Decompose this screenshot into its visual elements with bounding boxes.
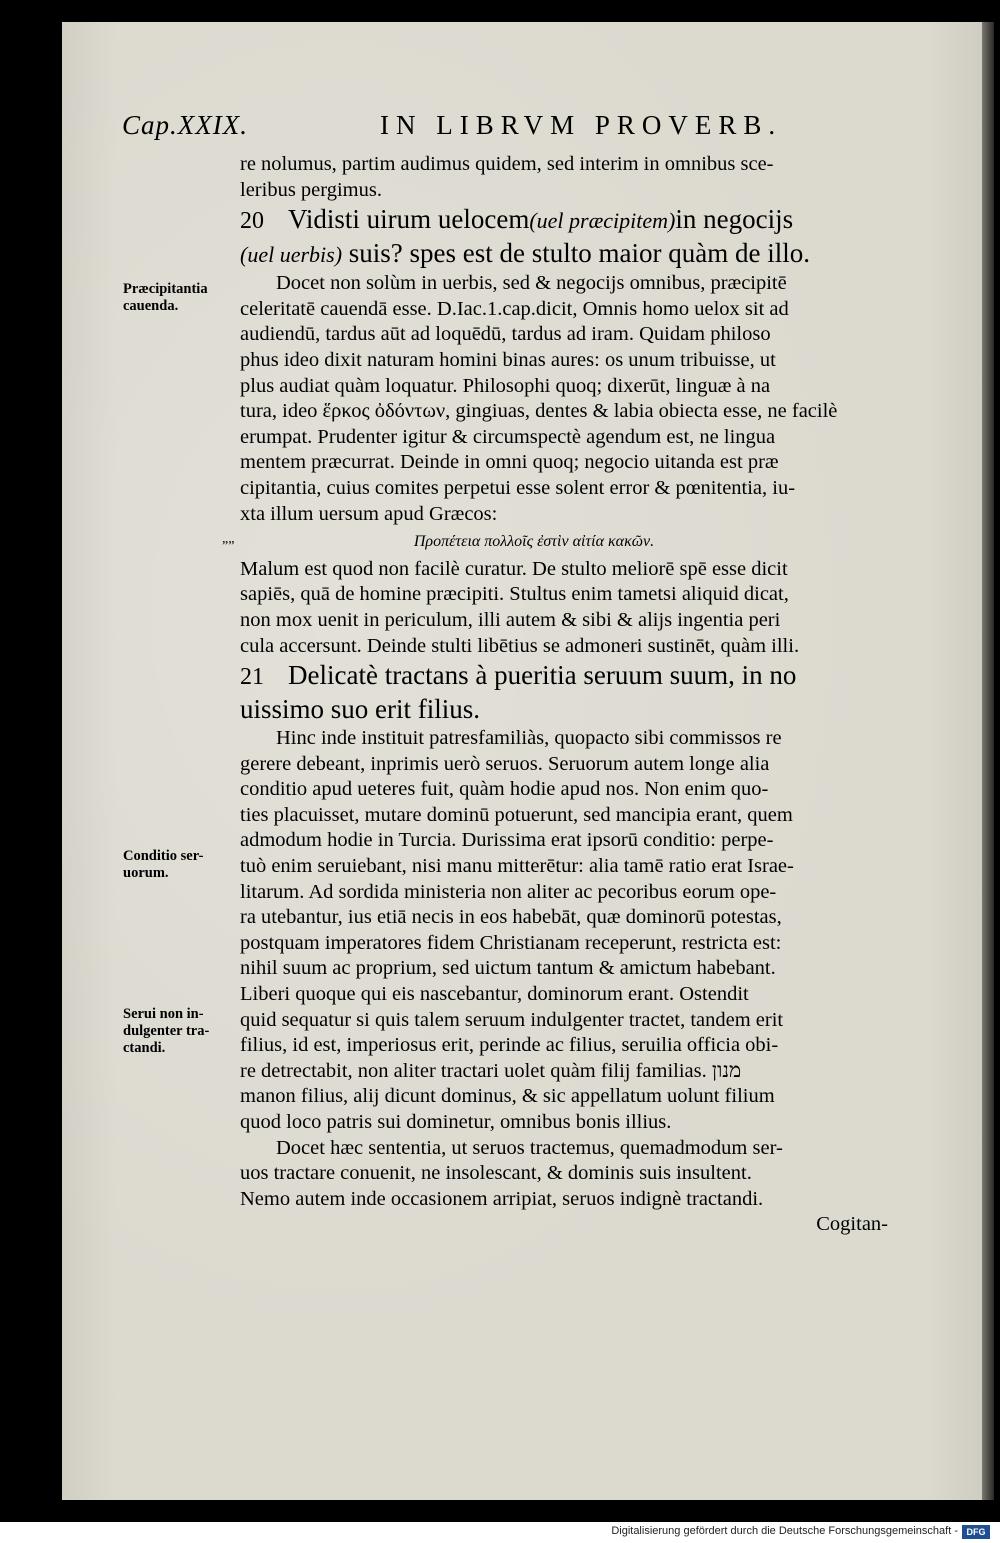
text-line: Malum est quod non facilè curatur. De stulto meliorē spē esse dicit <box>240 557 788 580</box>
text-line: tura, ideo ἕρκος ὀδόντων, gingiuas, dentes & labia obiecta esse, ne facilè <box>240 400 838 423</box>
running-head <box>122 110 842 141</box>
greek-quote: Προπέτεια πολλοῖς ἐστὶν αἰτία κακῶν. <box>413 533 655 551</box>
verse-number: 20 <box>240 208 264 235</box>
book-title: IN LIBRVM PROVERB. <box>380 110 783 140</box>
catchword: Cogitan- <box>816 1213 888 1236</box>
verse-20-line-2: (uel uerbis) suis? spes est de stulto maior quàm de illo. <box>240 237 810 268</box>
text-line: xta illum uersum apud Græcos: <box>240 502 498 525</box>
text-line: phus ideo dixit naturam homini binas aures: os unum tribuisse, ut <box>240 348 776 371</box>
verse-number: 21 <box>240 664 264 691</box>
text-line: audiendū, tardus aūt ad loquēdū, tardus ad iram. Quidam philoso <box>240 323 771 346</box>
text-line: cipitantia, cuius comites perpetui esse solent error & pœnitentia, iu- <box>240 476 796 499</box>
funding-credit: Digitalisierung gefördert durch die Deutsche Forschungsgemeinschaft - <box>611 1525 958 1537</box>
text-line: plus audiat quàm loquatur. Philosophi quoq; dixerūt, linguæ à na <box>240 374 771 397</box>
text-line: tuò enim seruiebant, nisi manu mitterētur: alia tamē ratio erat Israe- <box>240 855 794 878</box>
text-line: leribus pergimus. <box>240 178 382 201</box>
page-edge <box>982 22 994 1500</box>
text-line: Nemo autem inde occasionem arripiat, seruos indignè tractandi. <box>240 1187 764 1210</box>
verse-21-line-2: uissimo suo erit filius. <box>240 693 481 724</box>
text-line: Docet hæc sententia, ut seruos tractemus, quemadmodum ser- <box>276 1136 783 1159</box>
footer-bar <box>0 1522 1000 1543</box>
text-line: uos tractare conuenit, ne insolescant, & dominis suis insultent. <box>240 1162 752 1185</box>
text-line: litarum. Ad sordida ministeria non aliter ac pecoribus eorum ope- <box>240 880 777 903</box>
text-line: conditio apud ueteres fuit, quàm hodie apud nos. Non enim quo- <box>240 778 769 801</box>
text-line: sapiēs, quā de homine præcipiti. Stultus enim tametsi aliquid dicat, <box>240 583 789 606</box>
text-line: mentem præcurrat. Deinde in omni quoq; negocio uitanda est præ <box>240 451 779 474</box>
text-line: cula accersunt. Deinde stulti libētius se admoneri sustinēt, quàm illi. <box>240 634 800 657</box>
text-line: quod loco patris sui dominetur, omnibus bonis illius. <box>240 1111 672 1133</box>
text-line: erumpat. Prudenter igitur & circumspectè agendum est, ne lingua <box>240 425 776 448</box>
quote-marks: ”” <box>222 539 235 554</box>
main-text <box>240 152 898 1238</box>
text-line: quid sequatur si quis talem seruum indulgenter tractet, tandem erit <box>240 1008 784 1031</box>
marginal-note-conditio: Conditio ser- uorum. <box>123 848 204 881</box>
text-line: Docet non solùm in uerbis, sed & negocijs omnibus, præcipitē <box>276 272 787 295</box>
text-line: nihil suum ac proprium, sed uictum tantum & amictum habebant. <box>240 957 776 980</box>
text-line: manon filius, alij dicunt dominus, & sic appellatum uolunt filium <box>240 1085 775 1108</box>
text-line: Liberi quoque qui eis nascebantur, dominorum erant. Ostendit <box>240 983 749 1006</box>
text-line: Hinc inde instituit patresfamiliàs, quopacto sibi commissos re <box>276 727 782 750</box>
marginal-note-serui: Serui non in- dulgenter tra- ctandi. <box>123 1006 210 1056</box>
verse-21-line-1: 21 Delicatè tractans à pueritia seruum suum, in no <box>240 661 898 693</box>
marginal-note-praecipitantia: Præcipitantia cauenda. <box>123 281 208 314</box>
text-line: gerere debeant, inprimis uerò seruos. Seruorum autem longe alia <box>240 752 770 775</box>
text-line: admodum hodie in Turcia. Durissima erat ipsorū conditio: perpe- <box>240 829 774 852</box>
text-line: ties placuisset, mutare dominū potuerunt, sed mancipia erant, quem <box>240 803 793 826</box>
text-line: re detrectabit, non aliter tractari uolet quàm filij familias. מנון <box>240 1059 742 1082</box>
text-line: non mox uenit in periculum, illi autem & sibi & alijs ingentia peri <box>240 608 781 631</box>
text-line: celeritatē cauendā esse. D.Iac.1.cap.dicit, Omnis homo uelox sit ad <box>240 297 789 320</box>
verse-20-line-1: 20 Vidisti uirum uelocem(uel præcipitem)in negocijs <box>240 205 898 237</box>
text-line: re nolumus, partim audimus quidem, sed interim in omnibus sce- <box>240 153 774 175</box>
dfg-logo: DFG <box>962 1525 990 1539</box>
text-line: postquam imperatores fidem Christianam receperunt, restricta est: <box>240 931 782 954</box>
text-line: filius, id est, imperiosus erit, perinde ac filius, seruilia officia obi- <box>240 1034 779 1057</box>
text-line: ra utebantur, ius etiā necis in eos habebāt, quæ dominorū potestas, <box>240 906 782 929</box>
chapter-label: Cap.XXIX. <box>122 110 248 140</box>
